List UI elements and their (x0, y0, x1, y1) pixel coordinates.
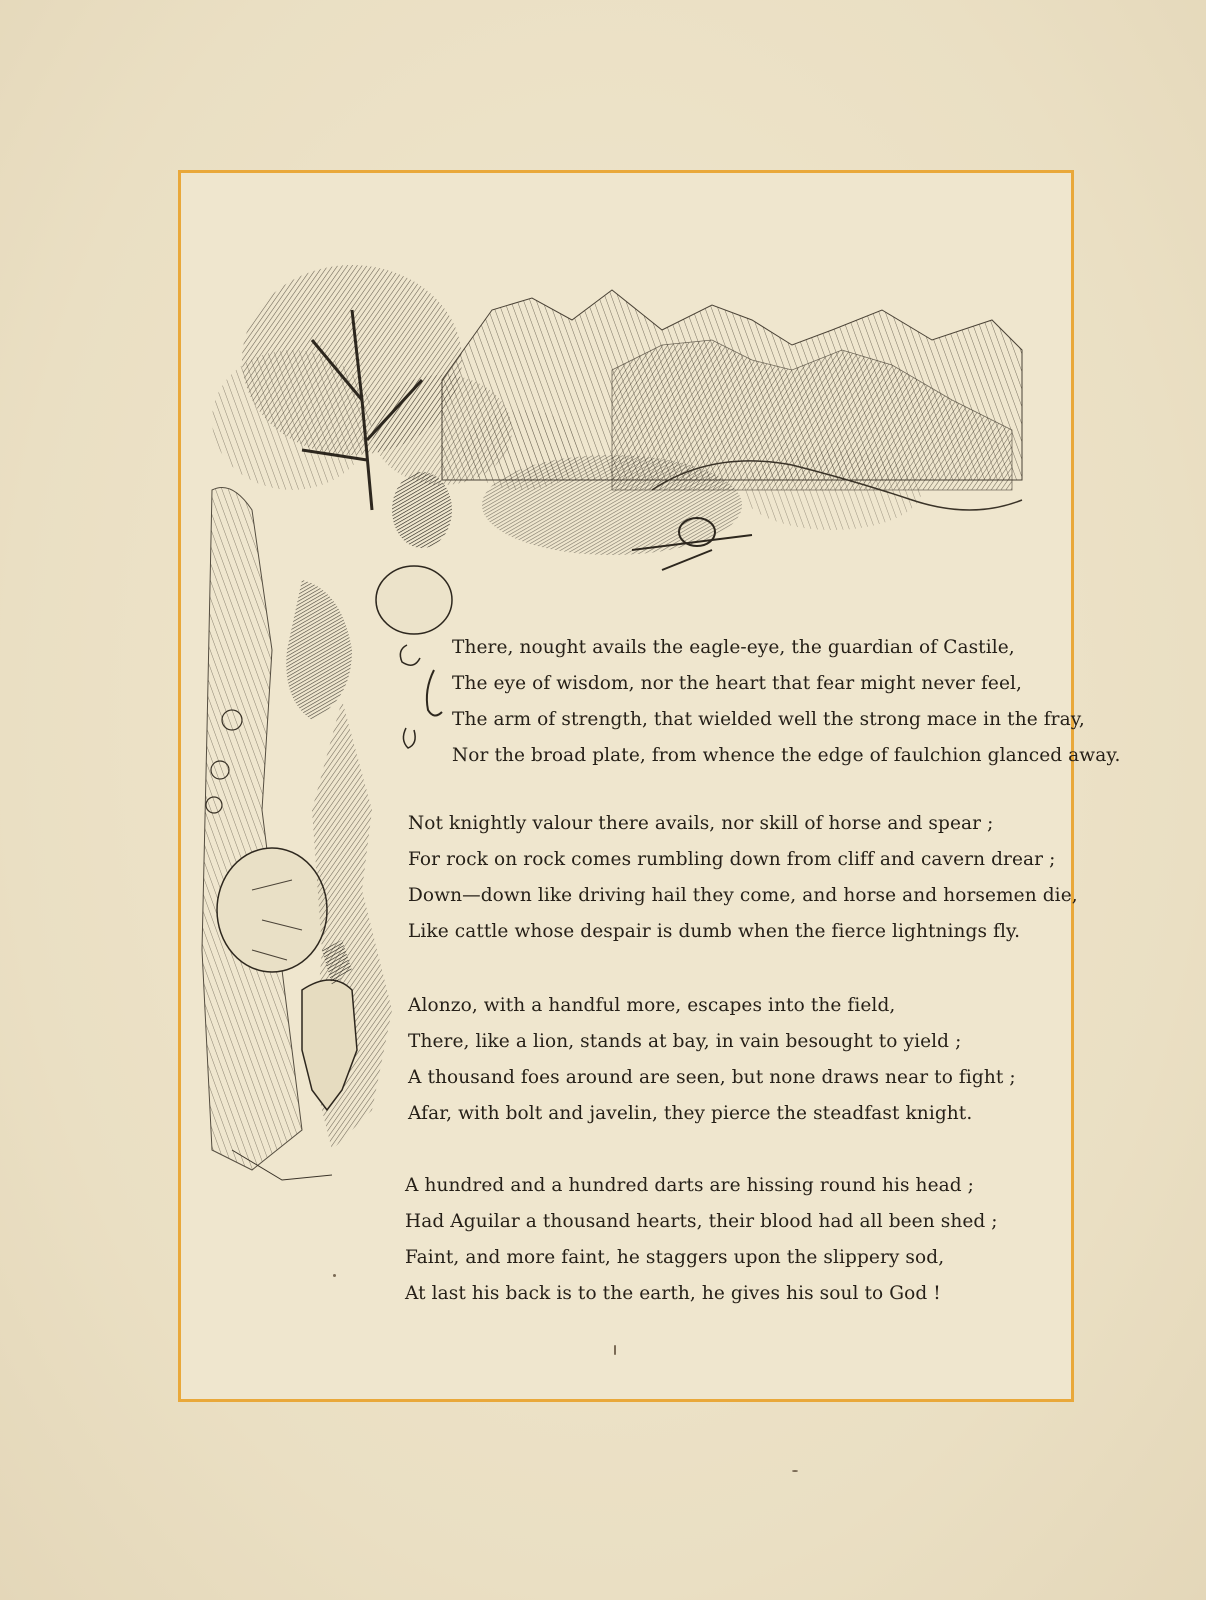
poem-line: A thousand foes around are seen, but none draws near to fight ; (408, 1067, 1016, 1088)
paper-speck (792, 1470, 798, 1472)
poem-line: Faint, and more faint, he staggers upon the slippery sod, (405, 1247, 945, 1268)
poem-line: At last his back is to the earth, he gives his soul to God ! (405, 1283, 941, 1304)
poem-line: Not knightly valour there avails, nor skill of horse and spear ; (408, 813, 994, 834)
poem-line: There, like a lion, stands at bay, in vain besought to yield ; (408, 1031, 962, 1052)
drop-capital-ornament (400, 645, 442, 748)
poem-line: A hundred and a hundred darts are hissing round his head ; (405, 1175, 975, 1196)
stanza-1 (452, 630, 1120, 774)
poem-line: The arm of strength, that wielded well the strong mace in the fray, (452, 709, 1085, 730)
poem-line: Afar, with bolt and javelin, they pierce the steadfast knight. (408, 1103, 973, 1124)
poem-line: For rock on rock comes rumbling down from cliff and cavern drear ; (408, 849, 1056, 870)
paper-speck (614, 1345, 616, 1355)
stanza-2 (408, 806, 1078, 950)
poem-line: Nor the broad plate, from whence the edge of faulchion glanced away. (452, 745, 1121, 766)
poem-line: Had Aguilar a thousand hearts, their blood had all been shed ; (405, 1211, 998, 1232)
poem-line: Like cattle whose despair is dumb when the fierce lightnings fly. (408, 921, 1021, 942)
poem-line: The eye of wisdom, nor the heart that fear might never feel, (452, 673, 1023, 694)
poem-line: Alonzo, with a handful more, escapes into the field, (408, 995, 896, 1016)
stanza-4 (405, 1168, 998, 1312)
poem-line: Down—down like driving hail they come, and horse and horsemen die, (408, 885, 1078, 906)
poem-line: There, nought avails the eagle-eye, the guardian of Castile, (452, 637, 1015, 658)
stanza-3 (408, 988, 1016, 1132)
paper-speck (333, 1274, 336, 1277)
